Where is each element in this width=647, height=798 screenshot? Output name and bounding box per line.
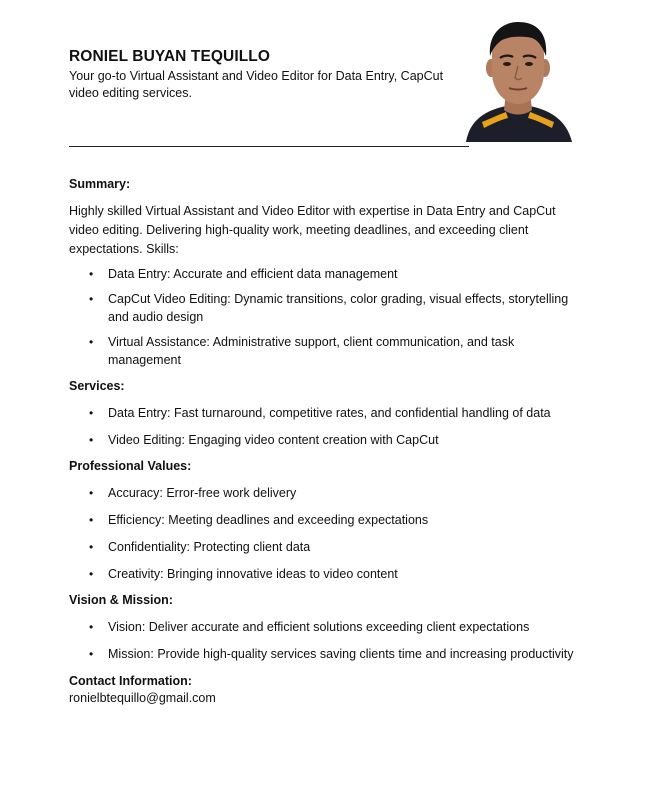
candidate-name: RONIEL BUYAN TEQUILLO <box>69 48 271 65</box>
list-item <box>69 511 575 529</box>
list-item <box>69 645 575 663</box>
values-heading: Professional Values: <box>69 459 192 473</box>
services-section <box>69 378 575 449</box>
list-item-text: Data Entry: Fast turnaround, competitive rates, and confidential handling of data <box>108 406 551 420</box>
list-item <box>69 618 575 636</box>
list-item <box>69 538 575 556</box>
list-item-text: CapCut Video Editing: Dynamic transitions, color grading, visual effects, storytelling and audio design <box>108 292 569 324</box>
list-item-text: Virtual Assistance: Administrative support, client communication, and task management <box>108 335 515 367</box>
bullet-icon: • <box>89 513 94 527</box>
profile-photo <box>462 14 574 142</box>
list-item <box>69 404 575 422</box>
bullet-icon: • <box>89 486 94 500</box>
list-item-text: Efficiency: Meeting deadlines and exceeding expectations <box>108 513 429 527</box>
values-section <box>69 458 575 583</box>
header-divider <box>69 146 469 147</box>
list-item-text: Confidentiality: Protecting client data <box>108 540 311 554</box>
list-item-text: Creativity: Bringing innovative ideas to video content <box>108 567 398 581</box>
list-item-text: Data Entry: Accurate and efficient data management <box>108 267 398 281</box>
profile-photo-illustration <box>462 14 574 142</box>
summary-section <box>69 176 575 369</box>
contact-section <box>69 673 575 707</box>
skills-list <box>69 265 575 369</box>
list-item <box>69 484 575 502</box>
list-item-text: Accuracy: Error-free work delivery <box>108 486 297 500</box>
vision-section <box>69 592 575 663</box>
list-item <box>69 431 575 449</box>
resume-body <box>69 176 575 707</box>
bullet-icon: • <box>89 540 94 554</box>
list-item-text: Vision: Deliver accurate and efficient solutions exceeding client expectations <box>108 620 530 634</box>
summary-heading: Summary: <box>69 177 131 191</box>
values-list <box>69 484 575 583</box>
contact-heading: Contact Information: <box>69 674 192 688</box>
bullet-icon: • <box>89 647 94 661</box>
services-list <box>69 404 575 449</box>
bullet-icon: • <box>89 335 94 349</box>
contact-email: ronielbtequillo@gmail.com <box>69 691 216 705</box>
list-item-text: Video Editing: Engaging video content creation with CapCut <box>108 433 439 447</box>
bullet-icon: • <box>89 567 94 581</box>
summary-text: Highly skilled Virtual Assistant and Video Editor with expertise in Data Entry and CapCut video editing. Delivering high-quality work, meeting deadlines, and exceeding client expectations. Skills: <box>69 204 556 256</box>
bullet-icon: • <box>89 406 94 420</box>
vision-heading: Vision & Mission: <box>69 593 173 607</box>
list-item <box>69 565 575 583</box>
list-item <box>69 290 575 326</box>
list-item <box>69 333 575 369</box>
bullet-icon: • <box>89 433 94 447</box>
vision-list <box>69 618 575 663</box>
list-item-text: Mission: Provide high-quality services saving clients time and increasing productivity <box>108 647 574 661</box>
tagline: Your go-to Virtual Assistant and Video Editor for Data Entry, CapCut video editing services. <box>69 69 444 100</box>
bullet-icon: • <box>89 267 94 281</box>
bullet-icon: • <box>89 620 94 634</box>
list-item <box>69 265 575 283</box>
bullet-icon: • <box>89 292 94 306</box>
services-heading: Services: <box>69 379 125 393</box>
